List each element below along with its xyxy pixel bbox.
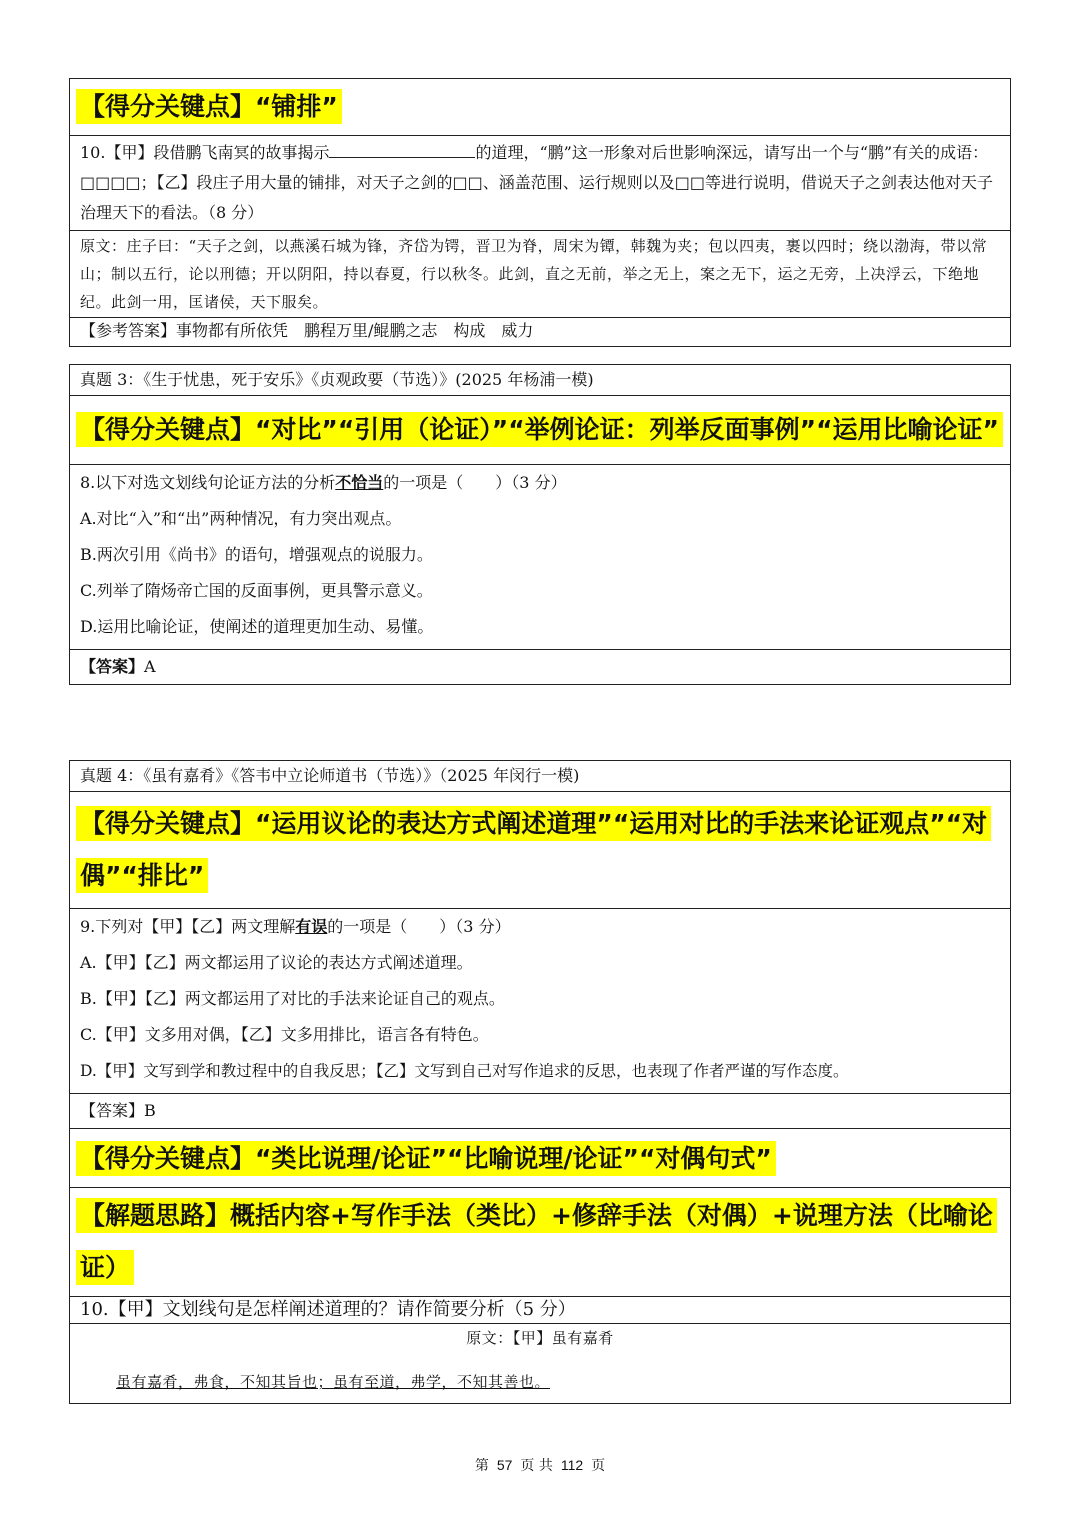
key-points-highlight: 【得分关键点】“铺排” xyxy=(76,89,342,124)
answer-row xyxy=(70,1093,1010,1128)
emphasis-text: 不恰当 xyxy=(335,473,384,492)
option-c: C.列举了隋炀帝亡国的反面事例，更具警示意义。 xyxy=(80,581,433,600)
exam-title: 真题 4：《虽有嘉肴》《答韦中立论师道书（节选）》（2025 年闵行一模) xyxy=(80,766,580,785)
question-10-row xyxy=(70,1296,1010,1323)
page-number: 57 xyxy=(496,1457,513,1473)
key-points-row xyxy=(70,79,1010,135)
option-b: B.两次引用《尚书》的语句，增强观点的说服力。 xyxy=(80,545,433,564)
answer: 【答案】B xyxy=(80,1101,156,1120)
approach-row xyxy=(70,1187,1010,1296)
original-text-row xyxy=(70,1323,1010,1403)
key-points-row xyxy=(70,791,1010,908)
reference-answer-row xyxy=(70,317,1010,346)
key-points-highlight-2: 【得分关键点】“类比说理/论证”“比喻说理/论证”“对偶句式” xyxy=(76,1141,776,1176)
page-footer xyxy=(0,1455,1080,1475)
question-8-stem: 8.以下对选文划线句论证方法的分析不恰当的一项是（ ）（3 分） xyxy=(80,473,567,492)
option-c: C.【甲】文多用对偶，【乙】文多用排比，语言各有特色。 xyxy=(80,1025,489,1044)
question-10-text-end: 的道理，“鹏”这一形象对后世影响深远，请写出一个与“鹏”有关的成语：□□□□；【乙】段庄子用大量的铺排，对天子之剑的□□、涵盖范围、运行规则以及□□等进行说明，借说天子之剑表达他对天子治理天下的看法。（8 分） xyxy=(80,143,993,222)
footer-mid: 页 共 xyxy=(520,1458,553,1474)
option-a: A.对比“入”和“出”两种情况，有力突出观点。 xyxy=(80,509,402,528)
question-8-row xyxy=(70,464,1010,649)
question-block-2 xyxy=(69,364,1011,685)
question-9-row xyxy=(70,908,1010,1093)
option-d: D.【甲】文写到学和教过程中的自我反思；【乙】文写到自己对写作追求的反思，也表现了作者严谨的写作态度。 xyxy=(80,1062,849,1080)
emphasis-text: 有误 xyxy=(295,917,328,936)
key-points-highlight: 【得分关键点】“对比”“引用（论证）”“举例论证：列举反面事例”“运用比喻论证” xyxy=(76,412,1003,447)
question-10-text-start: 10.【甲】段借鹏飞南冥的故事揭示 xyxy=(80,143,330,162)
question-block-1 xyxy=(69,78,1011,347)
question-10-row xyxy=(70,135,1010,230)
original-text: 虽有嘉肴，弗食，不知其旨也；虽有至道，弗学，不知其善也。 xyxy=(116,1373,551,1391)
option-b: B.【甲】【乙】两文都运用了对比的手法来论证自己的观点。 xyxy=(80,989,505,1008)
approach-highlight: 【解题思路】概括内容+写作手法（类比）+修辞手法（对偶）+说理方法（比喻论证） xyxy=(76,1198,997,1285)
question-9-stem: 9.下列对【甲】【乙】两文理解有误的一项是（ ）（3 分） xyxy=(80,917,511,936)
original-text-row xyxy=(70,230,1010,317)
footer-pre: 第 xyxy=(474,1458,489,1474)
option-a: A.【甲】【乙】两文都运用了议论的表达方式阐述道理。 xyxy=(80,953,473,972)
answer-row xyxy=(70,649,1010,684)
key-points-highlight: 【得分关键点】“运用议论的表达方式阐述道理”“运用对比的手法来论证观点”“对偶”“排比” xyxy=(76,806,991,893)
key-points-row-2 xyxy=(70,1128,1010,1187)
exam-title-row xyxy=(70,365,1010,395)
original-title: 原文：【甲】虽有嘉肴 xyxy=(466,1329,614,1347)
answer-label: 【答案】 xyxy=(80,657,145,676)
total-pages: 112 xyxy=(560,1457,584,1473)
exam-title-row xyxy=(70,761,1010,791)
answer-value: A xyxy=(144,657,156,676)
answer-blank xyxy=(329,141,475,158)
original-text: 原文：庄子曰：“天子之剑，以燕溪石城为锋，齐岱为锷，晋卫为脊，周宋为镡，韩魏为夹；包以四夷，裹以四时；绕以渤海，带以常山；制以五行，论以刑德；开以阴阳，持以春夏，行以秋冬。此剑，直之无前，举之无上，案之无下，运之无旁，上决浮云，下绝地纪。此剑一用，匡诸侯，天下服矣。 xyxy=(80,237,988,311)
question-block-3 xyxy=(69,760,1011,1404)
question-10-text: 10.【甲】文划线句是怎样阐述道理的？请作简要分析（5 分） xyxy=(80,1299,576,1320)
exam-title: 真题 3：《生于忧患，死于安乐》《贞观政要（节选）》(2025 年杨浦一模) xyxy=(80,370,594,389)
option-d: D.运用比喻论证，使阐述的道理更加生动、易懂。 xyxy=(80,617,434,636)
footer-post: 页 xyxy=(591,1458,606,1474)
key-points-row xyxy=(70,395,1010,464)
reference-answer: 【参考答案】事物都有所依凭 鹏程万里/鲲鹏之志 构成 威力 xyxy=(80,321,534,340)
